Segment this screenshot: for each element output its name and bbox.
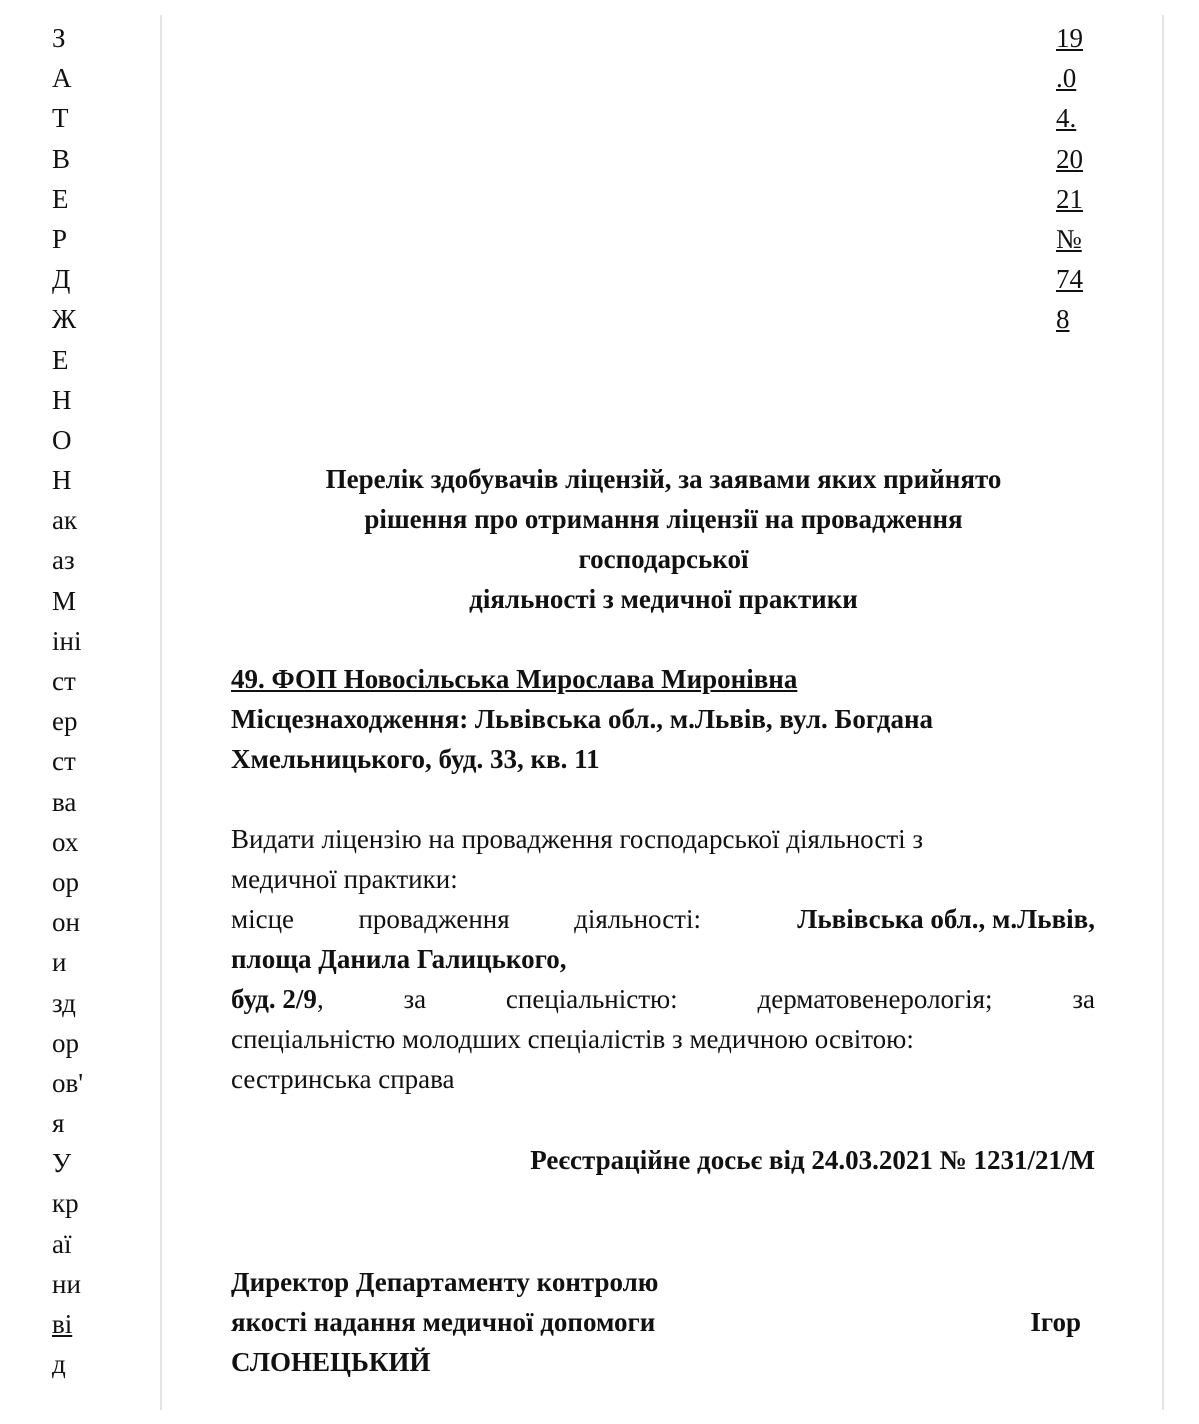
place-word: площа (231, 944, 312, 974)
approval-fragment: іні (52, 625, 82, 656)
specialty-line: спеціальністю молодших спеціалістів з медичною освітою: (231, 1024, 914, 1054)
left-column-border (160, 15, 162, 1410)
date-fragment: .0 (1056, 63, 1077, 94)
date-fragment: № (1056, 223, 1082, 254)
right-page-border (1162, 15, 1164, 1410)
approval-fragment: Р (52, 223, 68, 254)
approval-fragment: Ж (52, 304, 77, 335)
specialty-line: сестринська справа (231, 1064, 455, 1094)
place-line (231, 939, 1095, 979)
title-line: діяльності з медичної практики (469, 584, 858, 614)
approval-fragment: У (52, 1148, 72, 1179)
approval-fragment: А (52, 63, 72, 94)
title-line: господарської (578, 544, 749, 574)
signatory-position: Директор Департаменту контролю (231, 1267, 659, 1297)
approval-fragment: М (52, 585, 77, 616)
approval-fragment: ст (52, 746, 76, 777)
signatory-first-name: Ігор (1030, 1307, 1081, 1337)
date-fragment: 74 (1056, 264, 1083, 295)
specialty-line: буд. 2/9, за спеціальністю: дерматовенерологія; за (231, 984, 1095, 1014)
entrepreneur-name: 49. ФОП Новосільська Мирослава Миронівна (231, 664, 798, 694)
approval-fragment: Т (52, 103, 69, 134)
approval-fragment: ор (52, 866, 79, 897)
approval-fragment: ві (52, 1309, 73, 1339)
approval-fragment: д (52, 1349, 66, 1380)
place-word: Данила (318, 944, 411, 974)
decision-line: Видати ліцензію на провадження господарської діяльності з (231, 824, 924, 854)
building-number: буд. 2/9 (231, 984, 317, 1014)
approval-fragment: ер (52, 706, 78, 737)
approval-fragment: Н (52, 465, 72, 496)
approval-fragment: кр (52, 1188, 79, 1219)
decision-line: медичної практики: (231, 864, 458, 894)
order-date-column (1056, 18, 1116, 340)
approval-fragment: Н (52, 384, 72, 415)
place-word: Галицького, (416, 944, 567, 974)
signatory-surname: СЛОНЕЦЬКИЙ (231, 1347, 431, 1377)
license-entry-heading (231, 659, 1095, 779)
signatory-line (231, 1302, 1081, 1342)
approval-fragment: Д (52, 264, 71, 295)
approval-fragment: ак (52, 505, 78, 536)
document-title (232, 459, 1095, 619)
approval-fragment: зд (52, 987, 76, 1018)
date-fragment: 8 (1056, 304, 1070, 335)
registration-dossier: Реєстраційне досьє від 24.03.2021 № 1231/21/М (530, 1145, 1095, 1175)
approval-fragment: ов' (52, 1067, 84, 1098)
approval-fragment: ор (52, 1027, 79, 1058)
title-line: Перелік здобувачів ліцензій, за заявами яких прийнято (325, 464, 1002, 494)
signature-block (231, 1262, 1081, 1382)
approval-fragment: аз (52, 545, 75, 576)
approval-column (52, 18, 122, 1384)
place-line (231, 899, 1095, 939)
place-label: місце провадження діяльності: (231, 904, 701, 934)
location-line: Хмельницького, буд. 33, кв. 11 (231, 744, 600, 774)
approval-fragment: и (52, 947, 67, 978)
location-line: Місцезнаходження: Львівська обл., м.Львів, вул. Богдана (231, 704, 934, 734)
approval-fragment: я (52, 1108, 65, 1139)
approval-fragment: ни (52, 1268, 81, 1299)
decision-paragraph (231, 819, 1095, 1099)
signatory-position: якості надання медичної допомоги (231, 1307, 656, 1337)
title-line: рішення про отримання ліцензії на провадження (364, 504, 963, 534)
approval-fragment: В (52, 143, 71, 174)
approval-fragment: он (52, 907, 80, 938)
date-fragment: 19 (1056, 23, 1083, 53)
approval-fragment: ва (52, 786, 77, 817)
approval-fragment: О (52, 424, 72, 455)
approval-fragment: аї (52, 1228, 72, 1259)
approval-fragment: ох (52, 826, 79, 857)
date-fragment: 21 (1056, 183, 1083, 214)
date-fragment: 4. (1056, 103, 1077, 134)
approval-fragment: З (52, 23, 66, 53)
approval-fragment: Е (52, 344, 69, 375)
approval-fragment: Е (52, 183, 69, 214)
approval-fragment: ст (52, 666, 76, 696)
date-fragment: 20 (1056, 143, 1083, 174)
place-value: Львівська обл., м.Львів, (797, 904, 1095, 934)
